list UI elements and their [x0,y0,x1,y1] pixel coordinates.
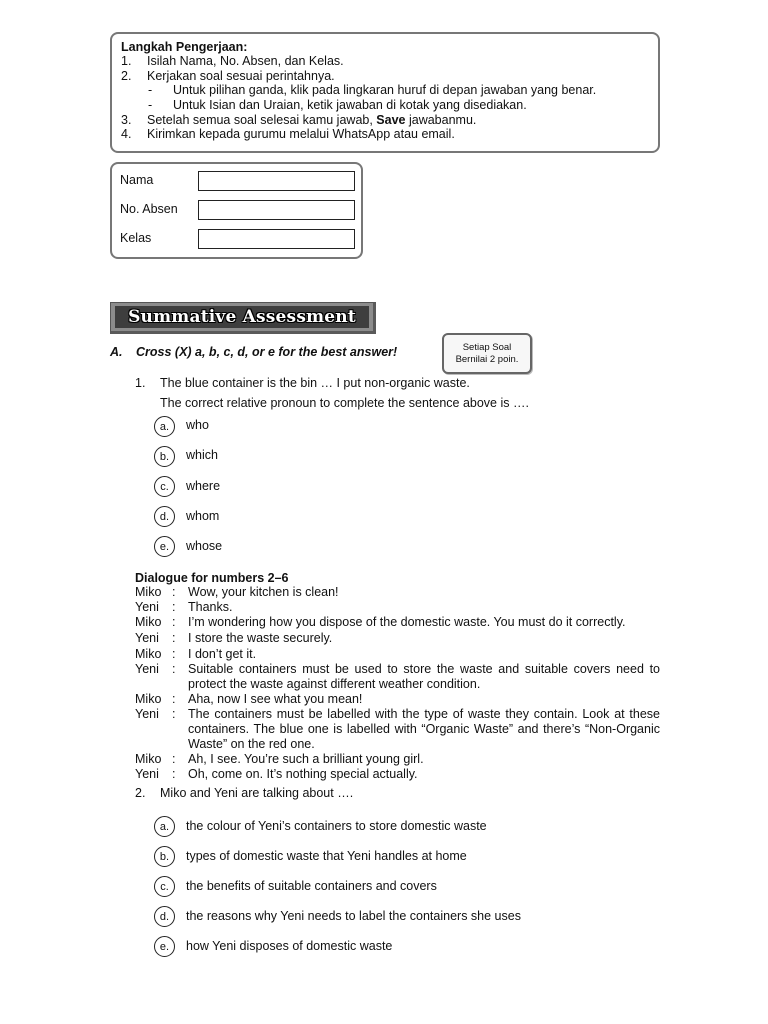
speaker-colon: : [172,692,176,706]
option-circle-a[interactable]: a. [154,816,175,837]
option-circle-c[interactable]: c. [154,476,175,497]
dialogue-text: Oh, come on. It’s nothing special actually. [188,767,418,781]
banner-inner [115,306,369,328]
speaker: Yeni [135,631,159,645]
option-text: whom [186,509,220,523]
instructions-title: Langkah Pengerjaan: [121,40,248,54]
option-circle-d[interactable]: d. [154,506,175,527]
instruction-number: 1. [121,54,132,68]
instruction-bullet: - [148,98,153,113]
dialogue-text: The containers must be labelled with the type of waste they contain. Look at these containers. The blue one is labelled with “Organic Waste” and there’s “Non-Organic Waste” on the red one. [188,707,660,751]
dialogue-text: Wow, your kitchen is clean! [188,585,339,599]
section-letter: A. [110,345,123,359]
option-text: who [186,418,209,432]
instruction-number: 4. [121,127,132,142]
speaker-colon: : [172,631,176,645]
instruction-text-part: jawabanmu. [405,112,477,127]
speaker: Miko [135,615,162,629]
dialogue-text: Ah, I see. You’re such a brilliant young girl. [188,752,424,766]
dialogue-text: I don’t get it. [188,647,257,661]
instruction-subitem [121,83,648,98]
dialogue-text: Aha, now I see what you mean! [188,692,363,706]
points-note-line: Setiap Soal [462,341,512,353]
speaker: Yeni [135,707,159,721]
instruction-number: 2. [121,68,132,83]
instruction-item [121,113,648,128]
question-number: 1. [135,376,146,390]
speaker-colon: : [172,647,176,661]
instruction-save-emphasis: Save [376,112,406,127]
instruction-text: Kirimkan kepada gurumu melalui WhatsApp atau email. [147,127,455,142]
option-circle-b[interactable]: b. [154,446,175,467]
absen-field[interactable] [198,200,355,220]
speaker-colon: : [172,707,176,721]
instruction-text-part: Setelah semua soal selesai kamu jawab, [147,112,377,127]
option-circle-d[interactable]: d. [154,906,175,927]
speaker-colon: : [172,662,176,676]
speaker: Miko [135,585,162,599]
instruction-item [121,127,648,142]
section-instruction: Cross (X) a, b, c, d, or e for the best answer! [136,345,398,359]
points-note [442,333,532,374]
absen-label: No. Absen [120,202,178,216]
instruction-text: Untuk pilihan ganda, klik pada lingkaran huruf di depan jawaban yang benar. [173,83,597,98]
speaker: Yeni [135,662,159,676]
speaker: Miko [135,752,162,766]
speaker: Miko [135,647,162,661]
class-field[interactable] [198,229,355,249]
speaker-colon: : [172,752,176,766]
dialogue-text: I store the waste securely. [188,631,333,645]
option-text: the colour of Yeni’s containers to store domestic waste [186,819,487,833]
instruction-subitem [121,98,648,113]
speaker-colon: : [172,585,176,599]
summative-banner [110,302,376,334]
option-text: the reasons why Yeni needs to label the containers she uses [186,909,521,923]
option-circle-e[interactable]: e. [154,536,175,557]
speaker: Yeni [135,600,159,614]
dialogue-title: Dialogue for numbers 2–6 [135,571,289,585]
question-number: 2. [135,786,146,800]
dialogue-text: Suitable containers must be used to store the waste and suitable covers need to protect the waste against different weather condition. [188,662,660,691]
instruction-item [121,69,648,84]
banner-title: Summative Assessment [128,307,356,327]
name-label: Nama [120,173,154,187]
option-circle-a[interactable]: a. [154,416,175,437]
instruction-text: Untuk Isian dan Uraian, ketik jawaban di kotak yang disediakan. [173,98,527,113]
option-text: types of domestic waste that Yeni handles at home [186,849,467,863]
speaker-colon: : [172,615,176,629]
question-text: Miko and Yeni are talking about …. [160,786,354,800]
option-text: how Yeni disposes of domestic waste [186,939,393,953]
option-circle-b[interactable]: b. [154,846,175,867]
option-text: whose [186,539,223,553]
instruction-text: Kerjakan soal sesuai perintahnya. [147,68,335,83]
option-text: which [186,448,218,462]
speaker: Yeni [135,767,159,781]
option-circle-e[interactable]: e. [154,936,175,957]
points-note-line: Bernilai 2 poin. [455,353,519,365]
instructions-box [110,32,660,153]
speaker: Miko [135,692,162,706]
instruction-text: Isilah Nama, No. Absen, dan Kelas. [147,54,344,68]
class-label: Kelas [120,231,152,245]
name-field[interactable] [198,171,355,191]
instruction-bullet: - [148,83,153,98]
option-text: the benefits of suitable containers and covers [186,879,437,893]
question-text: The blue container is the bin … I put non-organic waste. [160,376,470,390]
option-text: where [186,479,221,493]
dialogue-text: I’m wondering how you dispose of the domestic waste. You must do it correctly. [188,615,626,629]
option-circle-c[interactable]: c. [154,876,175,897]
identity-box [110,162,363,259]
instruction-text [147,113,476,128]
dialogue-text: Thanks. [188,600,233,614]
speaker-colon: : [172,600,176,614]
instruction-number: 3. [121,112,132,127]
instruction-item [121,54,648,69]
question-text: The correct relative pronoun to complete the sentence above is …. [160,396,529,410]
speaker-colon: : [172,767,176,781]
